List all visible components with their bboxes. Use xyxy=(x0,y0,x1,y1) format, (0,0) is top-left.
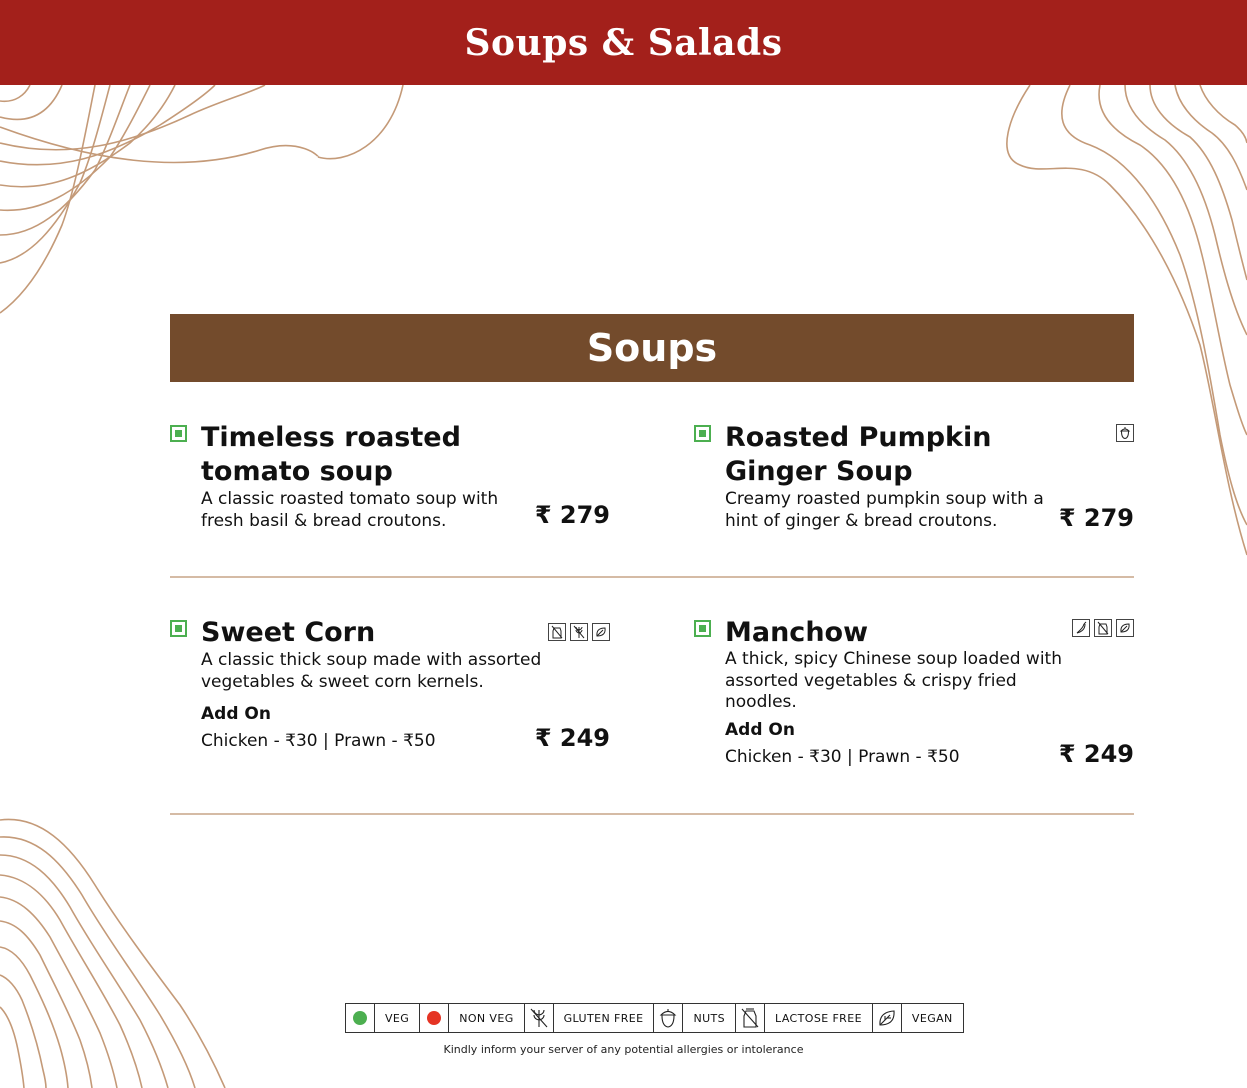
topo-lines-top-left xyxy=(0,85,420,325)
item-description: Creamy roasted pumpkin soup with a hint of ginger & bread croutons. xyxy=(725,489,1044,531)
item-divider xyxy=(170,813,1134,815)
gluten-free-icon xyxy=(570,623,588,641)
item-description: A classic thick soup made with assorted vegetables & sweet corn kernels. xyxy=(201,650,542,692)
legend-gluten-free-label: GLUTEN FREE xyxy=(554,1004,655,1032)
item-diet-icons xyxy=(548,623,610,641)
section-title: Soups xyxy=(586,326,718,370)
item-name: Sweet Corn xyxy=(201,617,376,648)
legend-non-veg-label: NON VEG xyxy=(449,1004,524,1032)
vegan-icon xyxy=(1116,619,1134,637)
page-title: Soups & Salads xyxy=(464,21,783,64)
nuts-icon xyxy=(654,1004,683,1032)
page-header xyxy=(0,0,1247,85)
menu-item-pumpkin-soup xyxy=(694,421,1134,536)
lactose-free-icon xyxy=(1094,619,1112,637)
item-name: Manchow xyxy=(725,617,869,648)
legend-vegan-label: VEGAN xyxy=(911,1011,953,1025)
gluten-free-icon xyxy=(525,1004,554,1032)
veg-legend-icon xyxy=(346,1004,375,1032)
menu-item-manchow xyxy=(694,616,1134,776)
item-name: Roasted Pumpkin Ginger Soup xyxy=(725,422,992,487)
menu-item-tomato-soup xyxy=(170,421,610,536)
item-divider xyxy=(170,576,1134,578)
item-description: A classic roasted tomato soup with fresh basil & bread croutons. xyxy=(201,489,499,531)
diet-legend xyxy=(345,1003,964,1033)
item-price: ₹ 249 xyxy=(1058,740,1134,768)
veg-indicator-icon xyxy=(694,425,711,442)
item-name: Timeless roasted tomato soup xyxy=(201,422,461,487)
veg-indicator-icon xyxy=(170,425,187,442)
addon-options: Chicken - ₹30 | Prawn - ₹50 xyxy=(201,731,436,751)
item-diet-icons xyxy=(1116,424,1134,442)
menu-item-sweet-corn xyxy=(170,616,610,756)
item-price: ₹ 279 xyxy=(1058,504,1134,532)
allergy-disclaimer: Kindly inform your server of any potential allergies or intolerance xyxy=(443,1043,804,1056)
item-description: A thick, spicy Chinese soup loaded with assorted vegetables & crispy fried noodles. xyxy=(725,649,1062,712)
nuts-icon xyxy=(1116,424,1134,442)
addon-label: Add On xyxy=(201,704,271,724)
veg-indicator-icon xyxy=(170,620,187,637)
legend-veg-label: VEG xyxy=(375,1004,420,1032)
item-price: ₹ 279 xyxy=(534,501,610,529)
lactose-free-icon xyxy=(736,1004,765,1032)
lactose-free-icon xyxy=(548,623,566,641)
legend-nuts-label: NUTS xyxy=(683,1004,736,1032)
vegan-icon xyxy=(873,1004,902,1032)
item-diet-icons xyxy=(1072,619,1134,637)
addon-label: Add On xyxy=(725,720,795,740)
non-veg-legend-icon xyxy=(420,1004,449,1032)
vegan-icon xyxy=(592,623,610,641)
legend-lactose-free-label: LACTOSE FREE xyxy=(765,1004,873,1032)
item-price: ₹ 249 xyxy=(534,724,610,752)
section-header-soups xyxy=(170,314,1134,382)
spicy-icon xyxy=(1072,619,1090,637)
addon-options: Chicken - ₹30 | Prawn - ₹50 xyxy=(725,747,960,767)
veg-indicator-icon xyxy=(694,620,711,637)
